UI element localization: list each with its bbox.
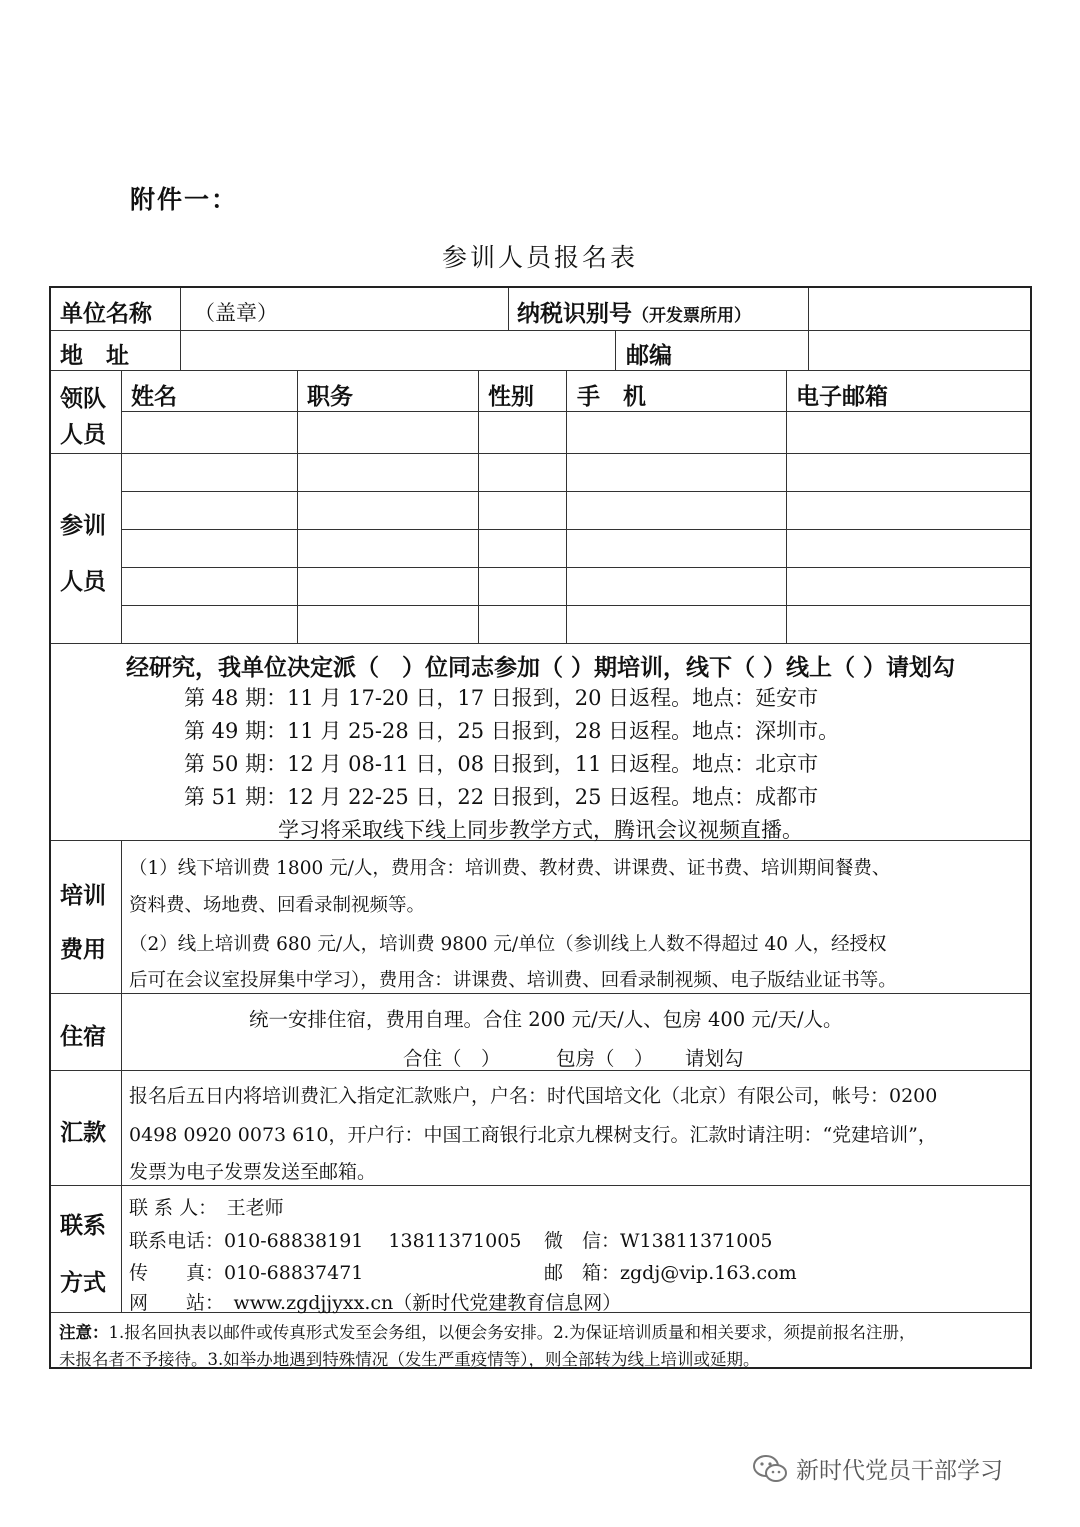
column-header-position: 职务 [307, 383, 353, 410]
session-49: 第 49 期：11 月 25-28 日，25 日报到，28 日返程。地点：深圳市。 [184, 719, 840, 743]
unit-name-label: 单位名称 [60, 300, 152, 327]
watermark [752, 1452, 1003, 1485]
address-field[interactable] [181, 331, 614, 369]
notice-line1-text: 1.报名回执表以邮件或传真形式发至会务组，以便会务安排。2.为保证培训质量和相关要求，须提前报名注册， [108, 1323, 916, 1342]
postcode-label: 邮编 [626, 342, 672, 369]
contact-website[interactable]: 网 站： www.zgdjjyxx.cn（新时代党建教育信息网） [129, 1292, 622, 1314]
notice-line2: 未报名者不予接待。3.如举办地遇到特殊情况（发生严重疫情等），则全部转为线上培训或延期。 [59, 1350, 760, 1369]
contact-fax: 传 真：010-68837471 [129, 1262, 364, 1284]
fees-online-line2: 后可在会议室投屏集中学习），费用含：讲课费、培训费、回看录制视频、电子版结业证书等。 [129, 970, 897, 991]
fees-online-line1: （2）线上培训费 680 元/人，培训费 9800 元/单位（参训线上人数不得超过 40 人，经授权 [129, 934, 887, 955]
payment-line3: 发票为电子发票发送至邮箱。 [129, 1161, 377, 1183]
column-header-email: 电子邮箱 [796, 383, 888, 410]
fees-offline-line1: （1）线下培训费 1800 元/人，费用含：培训费、教材费、讲课费、证书费、培训期间餐费、 [129, 858, 891, 879]
notice-label: 注意： [59, 1323, 109, 1342]
session-50: 第 50 期：12 月 08-11 日，08 日报到，11 日返程。地点：北京市 [184, 752, 819, 776]
postcode-field[interactable] [809, 331, 1029, 369]
fees-label-line1: 培训 [60, 882, 106, 909]
tax-id-label-group [517, 295, 751, 328]
lodging-label: 住宿 [60, 1023, 106, 1050]
payment-line1: 报名后五日内将培训费汇入指定汇款账户，户名：时代国培文化（北京）有限公司，帐号：0200 [129, 1085, 938, 1107]
contact-label-line2: 方式 [60, 1269, 106, 1296]
tax-id-field[interactable] [809, 289, 1029, 329]
contact-person: 联 系 人： 王老师 [129, 1197, 284, 1219]
session-note-wrap [51, 814, 1030, 844]
fees-label-line2: 费用 [60, 936, 106, 963]
contact-phone: 联系电话：010-68838191 13811371005 [129, 1230, 522, 1252]
watermark-text: 新时代党员干部学习 [796, 1458, 1003, 1484]
contact-wechat: 微 信：W13811371005 [544, 1230, 773, 1252]
contact-email[interactable]: 邮 箱：zgdj@vip.163.com [544, 1262, 797, 1284]
notice-line1 [59, 1319, 916, 1343]
leader-label-line1: 领队 [60, 385, 106, 412]
payment-label: 汇款 [60, 1119, 106, 1146]
session-48: 第 48 期：11 月 17-20 日，17 日报到，20 日返程。地点：延安市 [184, 686, 819, 710]
seal-hint: （盖章） [194, 301, 278, 325]
contact-label-line1: 联系 [60, 1212, 106, 1239]
lodging-option-shared[interactable]: 合住（ ） [403, 1047, 501, 1070]
payment-line2: 0498 0920 0073 610，开户行：中国工商银行北京九棵树支行。汇款时请注明：“党建培训”， [129, 1124, 937, 1146]
tax-id-note: （开发票所用） [632, 306, 751, 326]
lodging-option-single[interactable]: 包房（ ） [556, 1047, 654, 1070]
lodging-line1: 统一安排住宿，费用自理。合住 200 元/天/人、包房 400 元/天/人。 [249, 1008, 843, 1031]
session-51: 第 51 期：12 月 22-25 日，22 日报到，25 日返程。地点：成都市 [184, 785, 819, 809]
unit-name-field[interactable] [181, 289, 507, 329]
tax-id-label: 纳税识别号 [517, 300, 632, 327]
fees-offline-line2: 资料费、场地费、回看录制视频等。 [129, 895, 426, 916]
leader-label-line2: 人员 [60, 421, 106, 448]
wechat-icon [752, 1454, 788, 1484]
column-header-name: 姓名 [131, 383, 177, 410]
address-label: 地 址 [60, 342, 129, 369]
lodging-option-hint: 请划勾 [685, 1047, 744, 1070]
column-header-gender: 性别 [488, 383, 534, 410]
session-decision [51, 649, 1030, 682]
registration-form [49, 286, 1032, 1369]
form-title: 参训人员报名表 [441, 243, 638, 272]
attachment-label: 附件一： [130, 185, 239, 214]
participants-label-line1: 参训 [60, 512, 106, 539]
participants-label-line2: 人员 [60, 568, 106, 595]
column-header-mobile: 手 机 [577, 383, 646, 410]
session-decision-text: 经研究，我单位决定派（ ）位同志参加（ ）期培训，线下（ ）线上（ ）请划勾 [125, 654, 956, 681]
session-note: 学习将采取线下线上同步教学方式，腾讯会议视频直播。 [278, 818, 803, 842]
